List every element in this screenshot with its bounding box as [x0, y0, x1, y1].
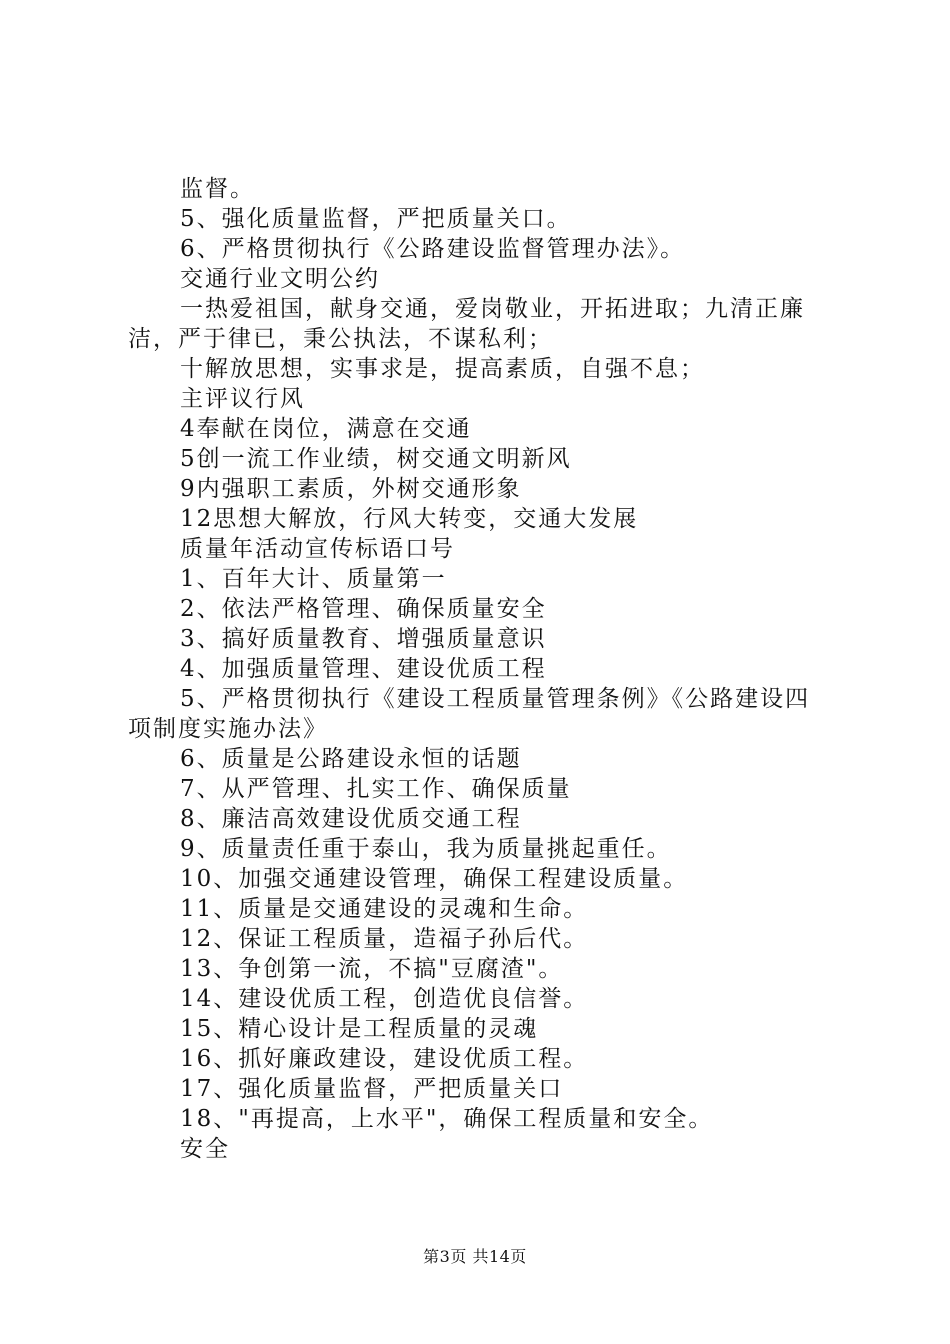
text-line: 16、抓好廉政建设，建设优质工程。	[180, 1046, 589, 1072]
text-line: 17、强化质量监督，严把质量关口	[180, 1076, 564, 1102]
text-line: 2、依法严格管理、确保质量安全	[180, 596, 547, 622]
text-line: 4奉献在岗位，满意在交通	[180, 416, 472, 442]
text-line: 18、"再提高，上水平"，确保工程质量和安全。	[180, 1106, 714, 1132]
text-line: 主评议行风	[180, 386, 305, 412]
text-line: 10、加强交通建设管理，确保工程建设质量。	[180, 866, 689, 892]
text-line: 洁，严于律已，秉公执法，不谋私利；	[128, 326, 553, 352]
text-line: 13、争创第一流，不搞"豆腐渣"。	[180, 956, 564, 982]
text-line: 项制度实施办法》	[128, 716, 328, 742]
page-footer: 第3页 共14页	[423, 1247, 527, 1266]
document-body	[128, 174, 834, 1164]
text-line: 12思想大解放，行风大转变，交通大发展	[180, 506, 639, 532]
text-line: 9内强职工素质，外树交通形象	[180, 476, 522, 502]
text-line: 质量年活动宣传标语口号	[180, 536, 455, 562]
text-line: 14、建设优质工程，创造优良信誉。	[180, 986, 589, 1012]
text-line: 15、精心设计是工程质量的灵魂	[180, 1016, 539, 1042]
text-line: 5、强化质量监督，严把质量关口。	[180, 206, 572, 232]
text-line: 十解放思想，实事求是，提高素质，自强不息；	[180, 356, 705, 382]
text-line: 6、质量是公路建设永恒的话题	[180, 746, 522, 772]
text-line: 12、保证工程质量，造福子孙后代。	[180, 926, 589, 952]
text-line: 6、严格贯彻执行《公路建设监督管理办法》。	[180, 236, 686, 262]
text-line: 9、质量责任重于泰山，我为质量挑起重任。	[180, 836, 672, 862]
text-line: 4、加强质量管理、建设优质工程	[180, 656, 547, 682]
text-line: 5、严格贯彻执行《建设工程质量管理条例》《公路建设四	[180, 686, 811, 712]
text-line: 安全	[180, 1136, 230, 1162]
text-line: 7、从严管理、扎实工作、确保质量	[180, 776, 572, 802]
text-line: 3、搞好质量教育、增强质量意识	[180, 626, 547, 652]
text-line: 一热爱祖国，献身交通，爱岗敬业，开拓进取；九清正廉	[180, 296, 805, 322]
text-line: 11、质量是交通建设的灵魂和生命。	[180, 896, 589, 922]
text-line: 1、百年大计、质量第一	[180, 566, 447, 592]
text-line: 8、廉洁高效建设优质交通工程	[180, 806, 522, 832]
text-line: 5创一流工作业绩，树交通文明新风	[180, 446, 572, 472]
text-line: 交通行业文明公约	[180, 266, 380, 292]
text-line: 监督。	[180, 176, 255, 202]
